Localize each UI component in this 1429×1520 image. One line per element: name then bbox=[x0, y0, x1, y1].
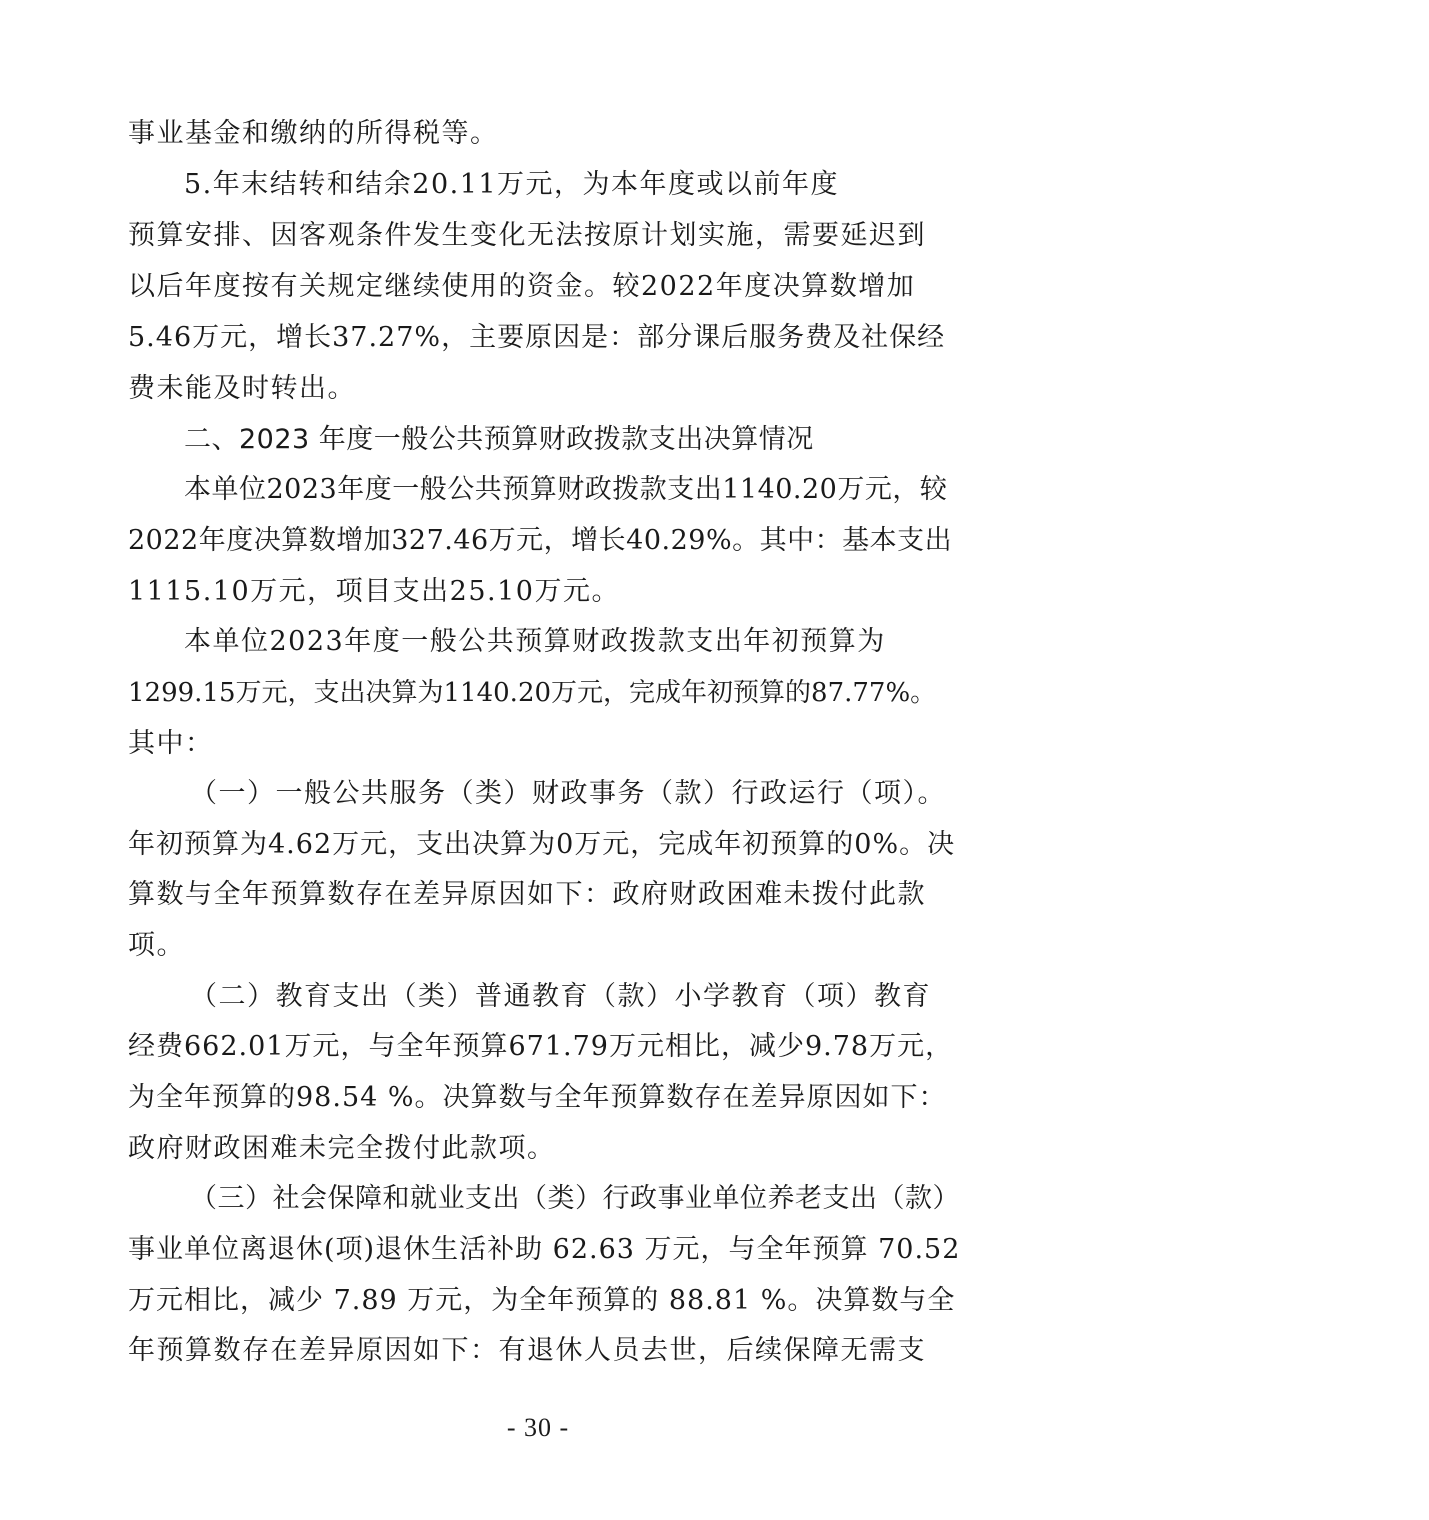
section-heading: 二、2023 年度一般公共预算财政拨款支出决算情况 bbox=[184, 424, 814, 455]
page-number: - 30 - bbox=[506, 1413, 570, 1442]
text-line: 年初预算为4.62万元，支出决算为0万元，完成年初预算的0%。决 bbox=[128, 829, 956, 860]
text-line: 其中： bbox=[128, 728, 214, 759]
text-line: 5.46万元，增长37.27%，主要原因是：部分课后服务费及社保经 bbox=[128, 322, 946, 353]
text-line: （二）教育支出（类）普通教育（款）小学教育（项）教育 bbox=[190, 981, 931, 1012]
text-line: 算数与全年预算数存在差异原因如下：政府财政困难未拨付此款 bbox=[128, 879, 926, 910]
text-line: 事业基金和缴纳的所得税等。 bbox=[128, 118, 499, 149]
text-line: 政府财政困难未完全拨付此款项。 bbox=[128, 1133, 556, 1164]
text-line: 项。 bbox=[128, 930, 185, 961]
text-line: 年预算数存在差异原因如下：有退休人员去世，后续保障无需支 bbox=[128, 1335, 926, 1366]
text-line: 预算安排、因客观条件发生变化无法按原计划实施，需要延迟到 bbox=[128, 220, 926, 251]
text-line: （三）社会保障和就业支出（类）行政事业单位养老支出（款） bbox=[190, 1183, 960, 1214]
text-line: 本单位2023年度一般公共预算财政拨款支出年初预算为 bbox=[184, 626, 886, 657]
text-line: 1299.15万元，支出决算为1140.20万元，完成年初预算的87.77%。 bbox=[128, 678, 937, 708]
text-line: 5.年末结转和结余20.11万元，为本年度或以前年度 bbox=[184, 169, 840, 200]
text-line: 以后年度按有关规定继续使用的资金。较2022年度决算数增加 bbox=[128, 271, 916, 302]
text-line: （一）一般公共服务（类）财政事务（款）行政运行（项）。 bbox=[190, 778, 946, 809]
text-line: 事业单位离退休(项)退休生活补助 62.63 万元，与全年预算 70.52 bbox=[128, 1234, 961, 1265]
text-line: 2022年度决算数增加327.46万元，增长40.29%。其中：基本支出 bbox=[128, 525, 953, 556]
text-line: 本单位2023年度一般公共预算财政拨款支出1140.20万元，较 bbox=[184, 474, 948, 505]
text-line: 为全年预算的98.54 %。决算数与全年预算数存在差异原因如下： bbox=[128, 1082, 947, 1113]
text-line: 万元相比，减少 7.89 万元，为全年预算的 88.81 %。决算数与全 bbox=[128, 1285, 956, 1316]
text-line: 经费662.01万元，与全年预算671.79万元相比，减少9.78万元， bbox=[128, 1031, 954, 1062]
text-line: 费未能及时转出。 bbox=[128, 373, 356, 404]
text-line: 1115.10万元，项目支出25.10万元。 bbox=[128, 576, 620, 607]
